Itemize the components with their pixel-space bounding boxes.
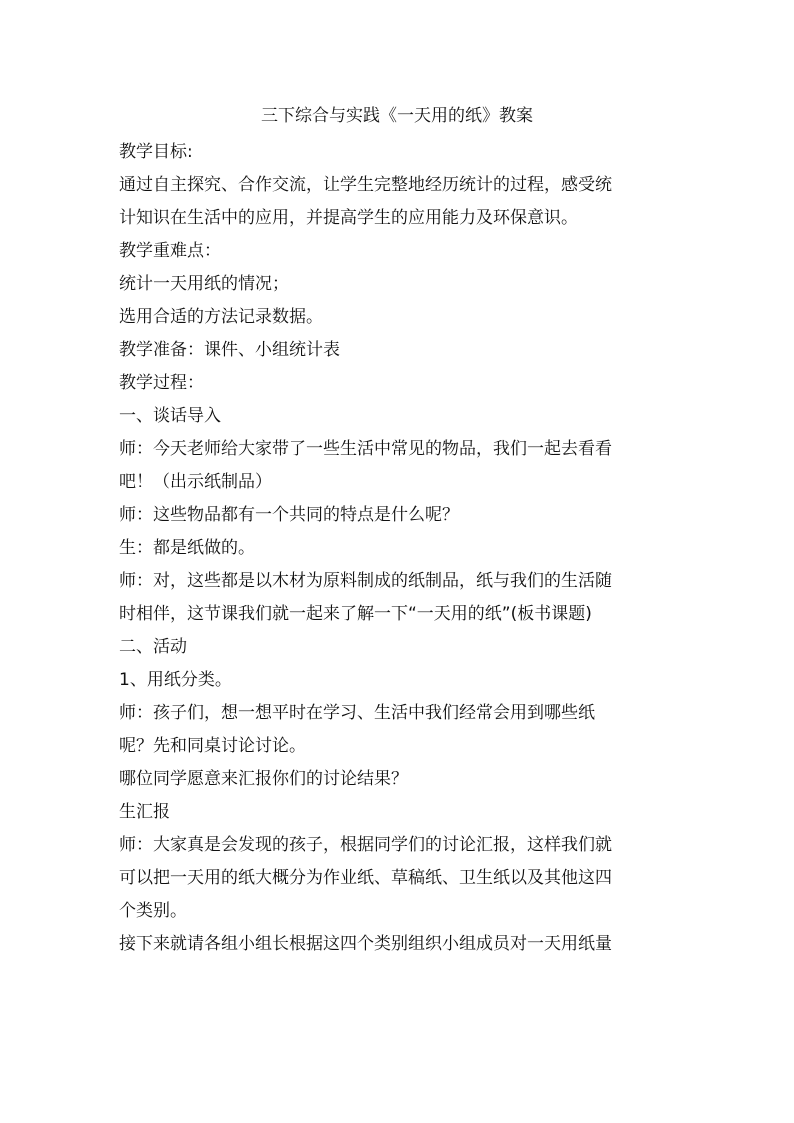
document-body — [119, 136, 679, 961]
line-dialogue-5b: 呢？先和同桌讨论讨论。 — [119, 736, 306, 756]
line-objectives-heading: 教学目标: — [119, 142, 193, 162]
line-section-2-heading: 二、活动 — [119, 637, 187, 657]
line-dialogue-8c: 个类别。 — [119, 901, 187, 921]
line-key-point-1: 统计一天用纸的情况； — [119, 274, 289, 294]
line-dialogue-8b: 可以把一天用的纸大概分为作业纸、草稿纸、卫生纸以及其他这四 — [119, 868, 612, 888]
line-dialogue-3: 生：都是纸做的。 — [119, 538, 255, 558]
line-dialogue-2: 师：这些物品都有一个共同的特点是什么呢？ — [119, 505, 459, 525]
line-objectives-text-2: 计知识在生活中的应用，并提高学生的应用能力及环保意识。 — [119, 208, 578, 228]
line-dialogue-9: 接下来就请各组小组长根据这四个类别组织小组成员对一天用纸量 — [119, 934, 612, 954]
line-dialogue-5a: 师：孩子们，想一想平时在学习、生活中我们经常会用到哪些纸 — [119, 703, 595, 723]
line-dialogue-1b: 吧！（出示纸制品） — [119, 472, 272, 492]
document-title: 三下综合与实践《一天用的纸》教案 — [261, 106, 533, 126]
line-objectives-text-1: 通过自主探究、合作交流，让学生完整地经历统计的过程，感受统 — [119, 175, 612, 195]
line-dialogue-8a: 师：大家真是会发现的孩子，根据同学们的讨论汇报，这样我们就 — [119, 835, 612, 855]
line-dialogue-4b: 时相伴，这节课我们就一起来了解一下“一天用的纸”(板书课题) — [119, 604, 592, 624]
line-section-1-heading: 一、谈话导入 — [119, 406, 221, 426]
line-dialogue-1a: 师：今天老师给大家带了一些生活中常见的物品，我们一起去看看 — [119, 439, 612, 459]
line-dialogue-6: 哪位同学愿意来汇报你们的讨论结果？ — [119, 769, 408, 789]
line-dialogue-7: 生汇报 — [119, 802, 170, 822]
line-process-heading: 教学过程： — [119, 373, 204, 393]
line-activity-1-heading: 1、用纸分类。 — [119, 670, 232, 690]
line-dialogue-4a: 师：对，这些都是以木材为原料制成的纸制品，纸与我们的生活随 — [119, 571, 612, 591]
line-key-points-heading: 教学重难点： — [119, 241, 221, 261]
line-key-point-2: 选用合适的方法记录数据。 — [119, 307, 323, 327]
line-preparation: 教学准备：课件、小组统计表 — [119, 340, 340, 360]
